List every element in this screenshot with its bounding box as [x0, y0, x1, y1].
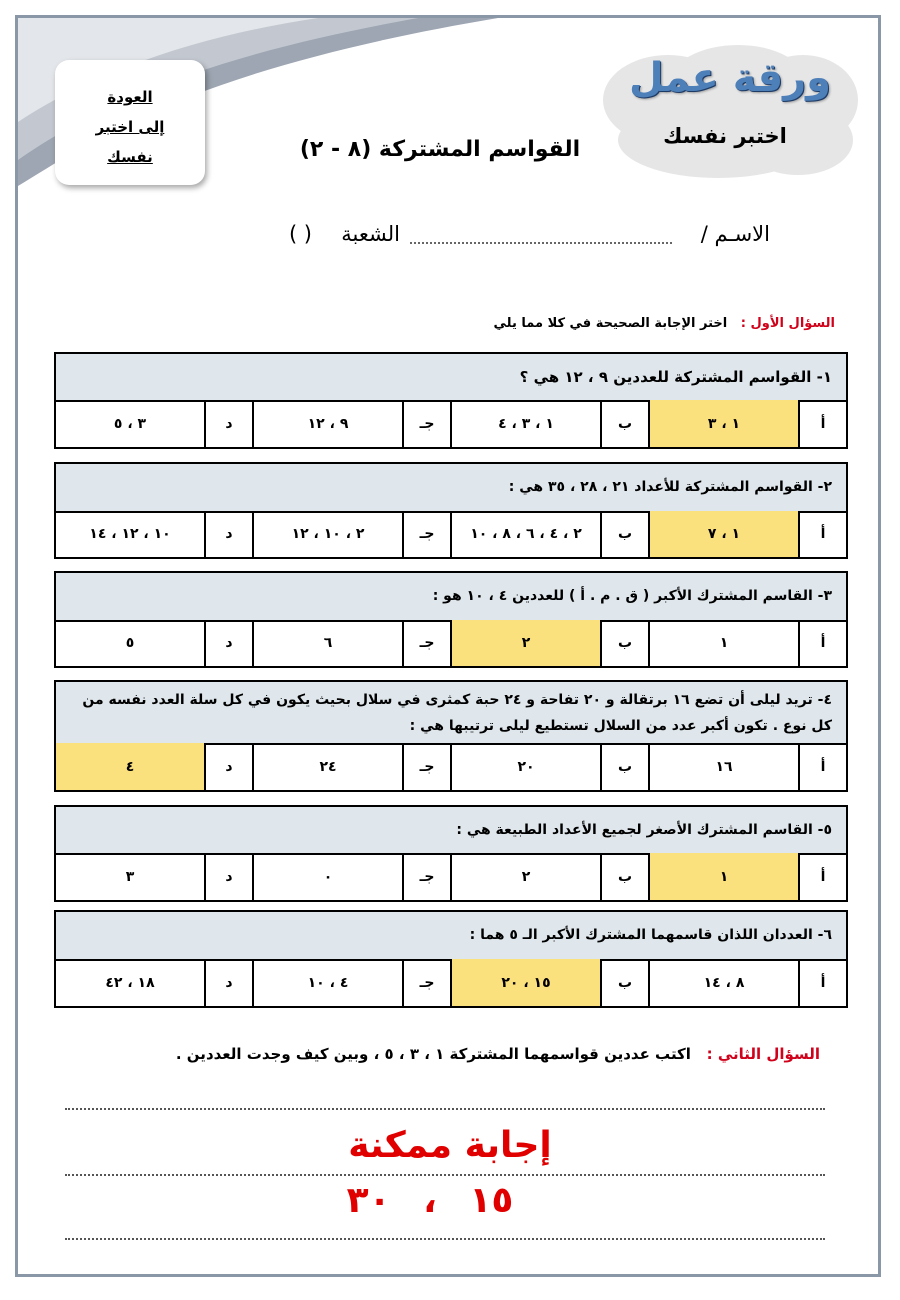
question1-heading	[494, 316, 835, 331]
question-text: ١- القواسم المشتركة للعددين ٩ ، ١٢ هي ؟	[56, 354, 846, 402]
option-value[interactable]: ٨ ، ١٤	[648, 959, 798, 1006]
question-text: ٢- القواسم المشتركة للأعداد ٢١ ، ٢٨ ، ٣٥ هي :	[56, 464, 846, 513]
option-value[interactable]: ٢	[450, 853, 600, 900]
question-item-6	[54, 910, 848, 1008]
answer-line-1[interactable]	[65, 1108, 825, 1110]
option-value[interactable]: ٥	[125, 635, 135, 651]
back-to-quiz-button[interactable]	[55, 60, 205, 185]
option-letter: د	[204, 959, 252, 1006]
option-letter: جـ	[402, 853, 450, 900]
option-value[interactable]: ١	[648, 853, 798, 900]
option-value[interactable]: ٢٠	[450, 743, 600, 790]
option-letter: د	[204, 620, 252, 666]
question-item-1	[54, 352, 848, 449]
question-text: ٥- القاسم المشترك الأصغر لجميع الأعداد الطبيعة هي :	[56, 807, 846, 855]
question-text: ٤- تريد ليلى أن تضع ١٦ برتقالة و ٢٠ تفاحة و ٢٤ حبة كمثرى في سلال بحيث يكون في كل سلة العدد نفسه من كل نوع . تكون أكبر عدد من السلال تستطيع ليلى ترتيبها هي :	[56, 682, 846, 745]
worksheet-title: ورقة عمل	[628, 55, 832, 101]
option-letter: أ	[798, 400, 846, 447]
question-text: ٣- القاسم المشترك الأكبر ( ق . م . أ ) للعددين ٤ ، ١٠ هو :	[56, 573, 846, 622]
question-item-3	[54, 571, 848, 668]
option-letter: أ	[798, 620, 846, 666]
option-letter: جـ	[402, 511, 450, 557]
option-letter: د	[204, 743, 252, 790]
answer-line-3[interactable]	[65, 1238, 825, 1240]
question-item-5	[54, 805, 848, 902]
section-label: الشعبة	[341, 222, 400, 246]
option-value[interactable]: ٢٤	[252, 743, 402, 790]
option-letter: ب	[600, 959, 648, 1006]
option-letter: جـ	[402, 620, 450, 666]
option-value[interactable]: ٣ ، ٥	[113, 415, 147, 432]
option-value[interactable]: ٢ ، ٤ ، ٦ ، ٨ ، ١٠	[450, 511, 600, 557]
back-line-3: نفسك	[107, 148, 153, 166]
option-value[interactable]: ١ ، ٧	[648, 511, 798, 557]
option-letter: جـ	[402, 743, 450, 790]
option-value[interactable]: ١	[648, 620, 798, 666]
option-value[interactable]: ١٨ ، ٤٢	[105, 974, 155, 991]
name-row	[200, 222, 780, 256]
option-letter: د	[204, 400, 252, 447]
option-letter: أ	[798, 511, 846, 557]
option-value[interactable]: ١٦	[648, 743, 798, 790]
option-value[interactable]: ١٥ ، ٢٠	[450, 959, 600, 1006]
option-value[interactable]: ٣	[125, 868, 135, 885]
name-label: الاسـم /	[700, 222, 770, 246]
question-item-2	[54, 462, 848, 559]
option-value[interactable]: ٢	[450, 620, 600, 666]
back-line-2: إلى اختبر	[95, 118, 165, 136]
question-text: ٦- العددان اللذان قاسمهما المشترك الأكبر الـ ٥ هما :	[56, 912, 846, 961]
option-letter: أ	[798, 959, 846, 1006]
possible-answer-title: إجابة ممكنة	[348, 1125, 552, 1166]
option-value[interactable]: ٠	[252, 853, 402, 900]
option-value[interactable]: ١٠ ، ١٢ ، ١٤	[89, 526, 171, 542]
option-value[interactable]: ٦	[252, 620, 402, 666]
option-value[interactable]: ٤	[56, 743, 204, 790]
answer-line-2[interactable]	[65, 1174, 825, 1176]
question1-label: السؤال الأول :	[740, 316, 835, 331]
back-line-1: العودة	[107, 88, 153, 106]
question1-instruction: اختر الإجابة الصحيحة في كلا مما يلي	[493, 316, 728, 331]
option-letter: ب	[600, 853, 648, 900]
option-letter: ب	[600, 620, 648, 666]
question2-text: اكتب عددين قواسمهما المشتركة ١ ، ٣ ، ٥ ، وبين كيف وجدت العددين .	[175, 1045, 691, 1063]
lesson-title: (٨ - ٢) القواسم المشتركة	[299, 137, 581, 162]
option-letter: جـ	[402, 400, 450, 447]
question-item-4	[54, 680, 848, 792]
possible-answer-values: ١٥ ، ٣٠	[346, 1180, 514, 1221]
option-value[interactable]: ١ ، ٣	[648, 400, 798, 447]
option-value[interactable]: ٤ ، ١٠	[252, 959, 402, 1006]
option-letter: ب	[600, 400, 648, 447]
question2-label: السؤال الثاني :	[706, 1045, 820, 1063]
name-blank[interactable]	[410, 242, 672, 244]
option-letter: أ	[798, 853, 846, 900]
option-letter: د	[204, 511, 252, 557]
option-letter: ب	[600, 743, 648, 790]
option-letter: د	[204, 853, 252, 900]
option-value[interactable]: ٢ ، ١٠ ، ١٢	[252, 511, 402, 557]
worksheet-subtitle: اختبر نفسك	[663, 124, 787, 148]
option-letter: ب	[600, 511, 648, 557]
option-letter: جـ	[402, 959, 450, 1006]
option-value[interactable]: ١ ، ٣ ، ٤	[450, 400, 600, 447]
question2-heading	[176, 1045, 820, 1063]
section-blank[interactable]: ( )	[288, 222, 312, 246]
option-value[interactable]: ٩ ، ١٢	[252, 400, 402, 447]
option-letter: أ	[798, 743, 846, 790]
